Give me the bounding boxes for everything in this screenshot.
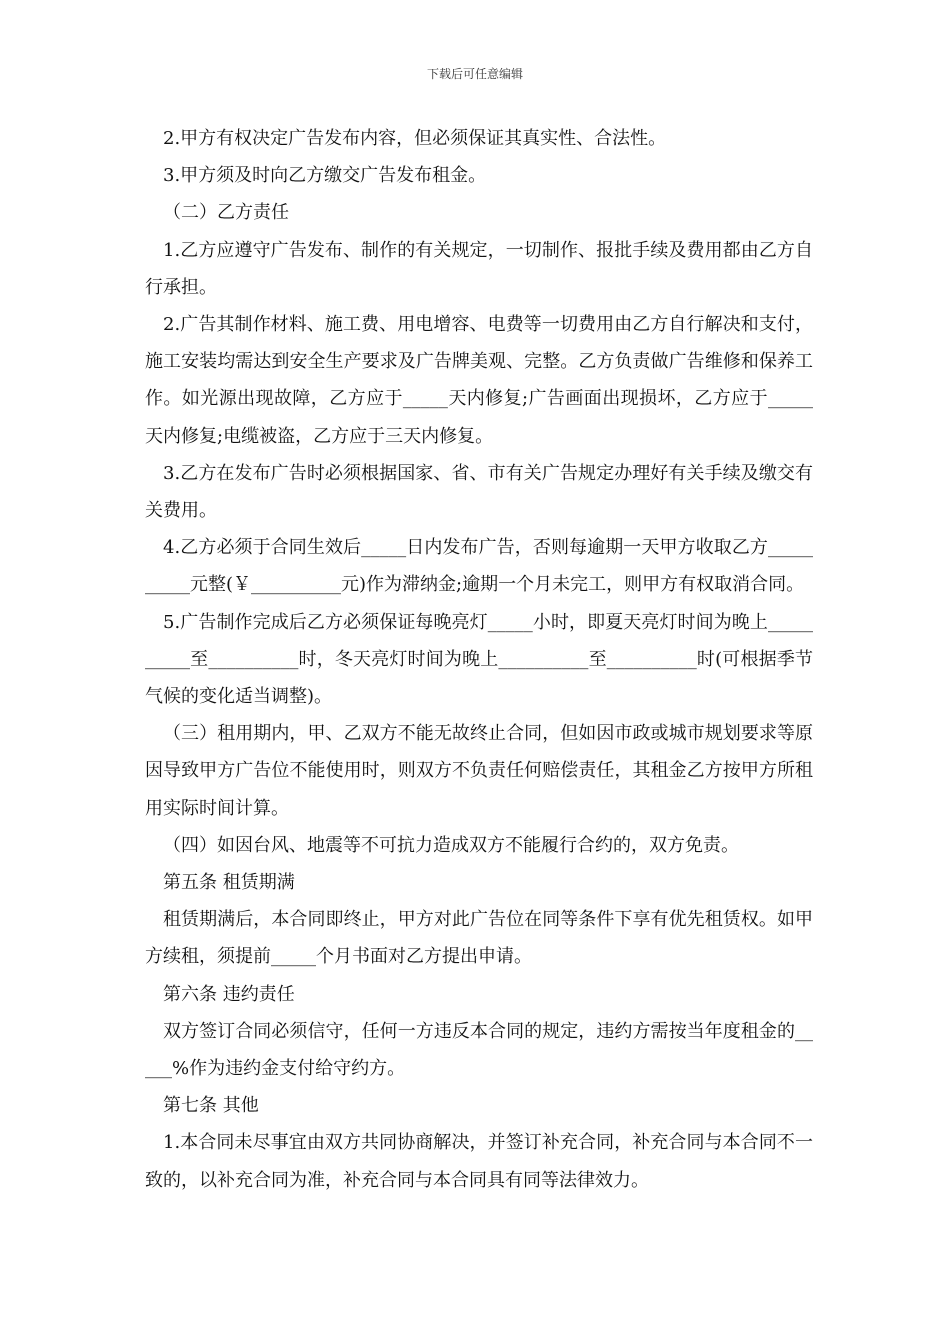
clause-b-2: 2.广告其制作材料、施工费、用电增容、电费等一切费用由乙方自行解决和支付，施工安装均需达到安全生产要求及广告牌美观、完整。乙方负责做广告维修和保养工作。如光源出现故障，乙方应于_____天内修复;广告画面出现损坏，乙方应于_____天内修复;电缆被盗，乙方应于三天内修复。 xyxy=(145,314,813,447)
section-d: （四）如因台风、地震等不可抗力造成双方不能履行合约的，双方免责。 xyxy=(163,834,739,856)
page-header: 下载后可任意编辑 xyxy=(426,67,523,81)
clause-b-5: 5.广告制作完成后乙方必须保证每晚亮灯_____小时，即夏天亮灯时间为晚上__________至__________时，冬天亮灯时间为晚上__________至__________时(可根据季节气候的变化适当调整)。 xyxy=(145,611,813,708)
article-7-clause-1: 1.本合同未尽事宜由双方共同协商解决，并签订补充合同，补充合同与本合同不一致的，以补充合同为准，补充合同与本合同具有同等法律效力。 xyxy=(145,1132,813,1191)
article-6-body: 双方签订合同必须信守，任何一方违反本合同的规定，违约方需按当年度租金的_____%作为违约金支付给守约方。 xyxy=(145,1020,813,1080)
clause-b-3: 3.乙方在发布广告时必须根据国家、省、市有关广告规定办理好有关手续及缴交有关费用。 xyxy=(145,462,813,522)
clause-b-4: 4.乙方必须于合同生效后_____日内发布广告，否则每逾期一天甲方收取乙方__________元整(￥__________元)作为滞纳金;逾期一个月未完工，则甲方有权取消合同。 xyxy=(145,537,813,596)
section-b-heading: （二）乙方责任 xyxy=(163,202,289,224)
article-7-heading: 第七条 其他 xyxy=(163,1095,259,1117)
clause-a-2: 2.甲方有权决定广告发布内容，但必须保证其真实性、合法性。 xyxy=(163,128,667,149)
clause-b-1: 1.乙方应遵守广告发布、制作的有关规定，一切制作、报批手续及费用都由乙方自行承担。 xyxy=(145,239,813,298)
article-5-heading: 第五条 租赁期满 xyxy=(163,872,295,894)
clause-a-3: 3.甲方须及时向乙方缴交广告发布租金。 xyxy=(163,165,487,187)
article-5-body: 租赁期满后，本合同即终止，甲方对此广告位在同等条件下享有优先租赁权。如甲方续租，须提前_____个月书面对乙方提出申请。 xyxy=(145,909,813,968)
section-c: （三）租用期内，甲、乙双方不能无故终止合同，但如因市政或城市规划要求等原因导致甲方广告位不能使用时，则双方不负责任何赔偿责任，其租金乙方按甲方所租用实际时间计算。 xyxy=(145,723,813,819)
article-6-heading: 第六条 违约责任 xyxy=(163,983,295,1005)
document-body xyxy=(145,120,813,1199)
